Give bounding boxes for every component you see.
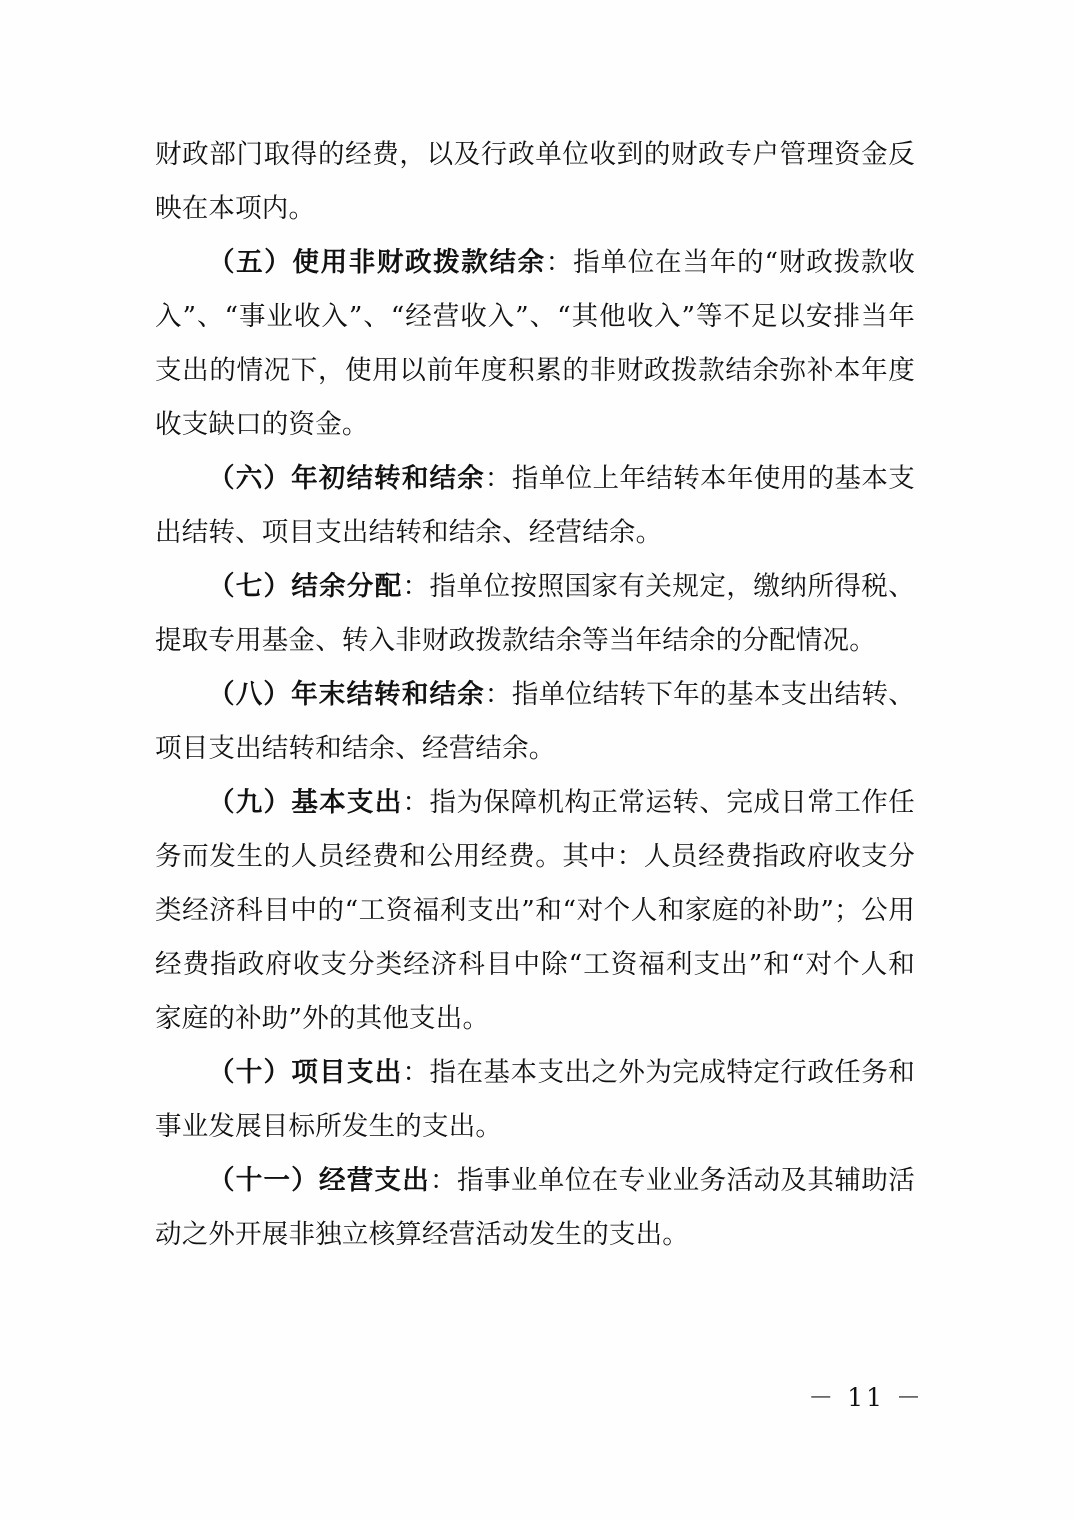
paragraph-text: ：指单位在当年的“财政拨款收入”、“事业收入”、“经营收入”、“其他收入”等不足以安排当年支出的情况下，使用以前年度积累的非财政拨款结余弥补本年度收支缺口的资金。	[155, 247, 915, 440]
paragraph-item-11	[155, 1154, 915, 1262]
paragraph-item-7	[155, 560, 915, 668]
paragraph-text: ：指单位按照国家有关规定，缴纳所得税、提取专用基金、转入非财政拨款结余等当年结余的分配情况。	[155, 571, 915, 656]
paragraph-lead: （十）项目支出	[208, 1057, 403, 1088]
paragraph-item-5	[155, 236, 915, 452]
paragraph-text: ：指单位结转下年的基本支出结转、项目支出结转和结余、经营结余。	[155, 679, 915, 764]
paragraph-item-10	[155, 1046, 915, 1154]
paragraph-lead: （八）年末结转和结余	[208, 679, 485, 710]
paragraph-lead: （十一）经营支出	[208, 1165, 431, 1196]
paragraph-text: ：指为保障机构正常运转、完成日常工作任务而发生的人员经费和公用经费。其中：人员经费指政府收支分类经济科目中的“工资福利支出”和“对个人和家庭的补助”；公用经费指政府收支分类经济科目中除“工资福利支出”和“对个人和家庭的补助”外的其他支出。	[155, 787, 915, 1034]
paragraph-lead: （六）年初结转和结余	[208, 463, 485, 494]
paragraph-continued	[155, 128, 915, 236]
document-body	[155, 128, 915, 1262]
paragraph-lead: （九）基本支出	[208, 787, 403, 818]
page-number: － 11 －	[808, 1383, 924, 1412]
paragraph-lead: （七）结余分配	[208, 571, 403, 602]
paragraph-item-6	[155, 452, 915, 560]
paragraph-item-8	[155, 668, 915, 776]
paragraph-item-9	[155, 776, 915, 1046]
paragraph-text: ：指在基本支出之外为完成特定行政任务和事业发展目标所发生的支出。	[155, 1057, 915, 1142]
paragraph-text: ：指事业单位在专业业务活动及其辅助活动之外开展非独立核算经营活动发生的支出。	[155, 1165, 915, 1250]
paragraph-lead: （五）使用非财政拨款结余	[208, 247, 546, 278]
paragraph-text: ：指单位上年结转本年使用的基本支出结转、项目支出结转和结余、经营结余。	[155, 463, 915, 548]
paragraph-text: 财政部门取得的经费，以及行政单位收到的财政专户管理资金反映在本项内。	[155, 139, 915, 224]
